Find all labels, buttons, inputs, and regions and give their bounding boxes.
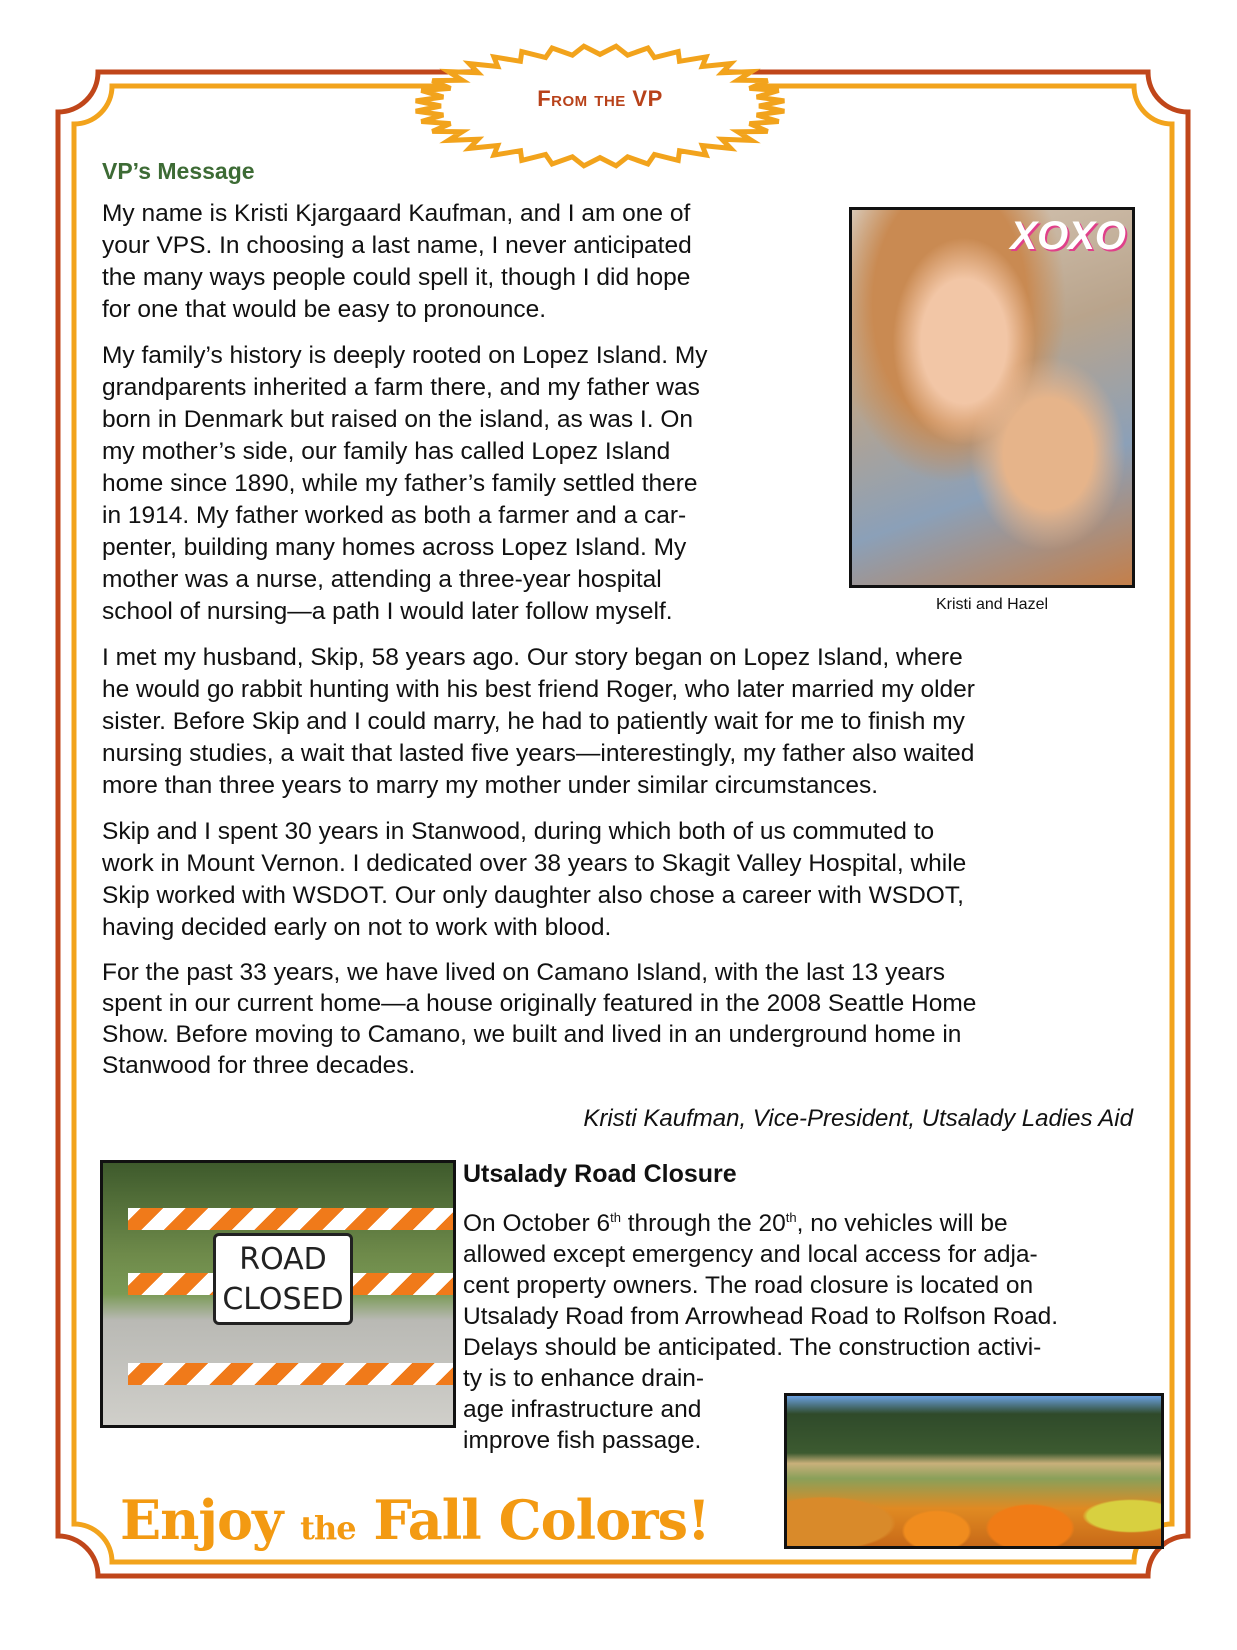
text-line: Stanwood for three decades. [102, 1052, 416, 1079]
text-line: allowed except emergency and local access for adja- [463, 1241, 1038, 1268]
sign-text: CLOSED [222, 1282, 344, 1317]
text-line: home since 1890, while my father’s family settled there [102, 470, 698, 497]
text-fragment: , no vehicles will be [796, 1210, 1008, 1237]
barricade-rail [128, 1363, 456, 1385]
text-line: having decided early on not to work with blood. [102, 914, 612, 941]
text-line: Utsalady Road from Arrowhead Road to Rolfson Road. [463, 1303, 1059, 1330]
text-line: ty is to enhance drain- [463, 1365, 705, 1392]
text-line: I met my husband, Skip, 58 years ago. Our story began on Lopez Island, where [102, 644, 963, 671]
text-line: mother was a nurse, attending a three-year hospital [102, 566, 662, 593]
text-fragment: through the 20 [620, 1210, 786, 1237]
text-line: my mother’s side, our family has called Lopez Island [102, 438, 671, 465]
text-line: spent in our current home—a house originally featured in the 2008 Seattle Home [102, 990, 977, 1017]
text-line: Show. Before moving to Camano, we built and lived in an underground home in [102, 1021, 962, 1048]
barricade-rail [128, 1208, 456, 1230]
text-line: he would go rabbit hunting with his best friend Roger, who later married my older [102, 676, 975, 703]
text-fragment: On October 6 [463, 1210, 611, 1237]
road-closure-heading: Utsalady Road Closure [463, 1160, 737, 1188]
text-line: for one that would be easy to pronounce. [102, 296, 547, 323]
text-line: penter, building many homes across Lopez Island. My [102, 534, 687, 561]
section-title: From the VP [537, 86, 663, 111]
photo-caption: Kristi and Hazel [935, 596, 1049, 613]
text-line: cent property owners. The road closure is located on [463, 1272, 1034, 1299]
paragraph-stanwood [102, 816, 966, 944]
paragraph-intro [102, 198, 692, 326]
banner-word: Enjoy [120, 1488, 283, 1552]
signature: Kristi Kaufman, Vice-President, Utsalady Ladies Aid [583, 1105, 1133, 1132]
text-line [463, 1208, 1058, 1239]
text-line: My family’s history is deeply rooted on Lopez Island. My [102, 342, 708, 369]
superscript: th [610, 1209, 621, 1225]
text-line: sister. Before Skip and I could marry, he had to patiently wait for me to finish my [102, 708, 965, 735]
photo-road-closed-sign [100, 1160, 456, 1428]
banner-word: Fall Colors! [373, 1488, 710, 1552]
paragraph-camano [102, 957, 976, 1081]
text-line: Skip worked with WSDOT. Our only daughter also chose a career with WSDOT, [102, 882, 964, 909]
fall-colors-banner [120, 1488, 710, 1552]
superscript: th [785, 1209, 797, 1225]
vp-message-heading: VP’s Message [102, 158, 255, 184]
text-line: school of nursing—a path I would later follow myself. [102, 598, 673, 625]
text-line: more than three years to marry my mother under similar circumstances. [102, 772, 879, 799]
text-line: grandparents inherited a farm there, and my father was [102, 374, 700, 401]
text-line: age infrastructure and [463, 1396, 702, 1423]
text-line: born in Denmark but raised on the island, as was I. On [102, 406, 694, 433]
text-line: Skip and I spent 30 years in Stanwood, during which both of us commuted to [102, 818, 935, 845]
sign-text: ROAD [239, 1242, 327, 1277]
text-line: nursing studies, a wait that lasted five years—interestingly, my father also waited [102, 740, 975, 767]
paragraph-husband [102, 642, 975, 802]
text-line: your VPS. In choosing a last name, I never anticipated [102, 232, 692, 259]
photo-kristi-and-hazel [849, 207, 1135, 588]
banner-word: the [300, 1509, 356, 1547]
xoxo-overlay: XOXO [1010, 214, 1126, 258]
text-line: My name is Kristi Kjargaard Kaufman, and I am one of [102, 200, 691, 227]
text-line: improve fish passage. [463, 1427, 702, 1454]
text-line: the many ways people could spell it, though I did hope [102, 264, 691, 291]
road-closed-sign [213, 1233, 353, 1325]
text-line: Delays should be anticipated. The construction activi- [463, 1334, 1042, 1361]
photo-pumpkin-patch [784, 1393, 1164, 1549]
text-line: For the past 33 years, we have lived on Camano Island, with the last 13 years [102, 959, 945, 986]
paragraph-family [102, 340, 708, 628]
text-line: work in Mount Vernon. I dedicated over 38 years to Skagit Valley Hospital, while [102, 850, 967, 877]
text-line: in 1914. My father worked as both a farmer and a car- [102, 502, 687, 529]
